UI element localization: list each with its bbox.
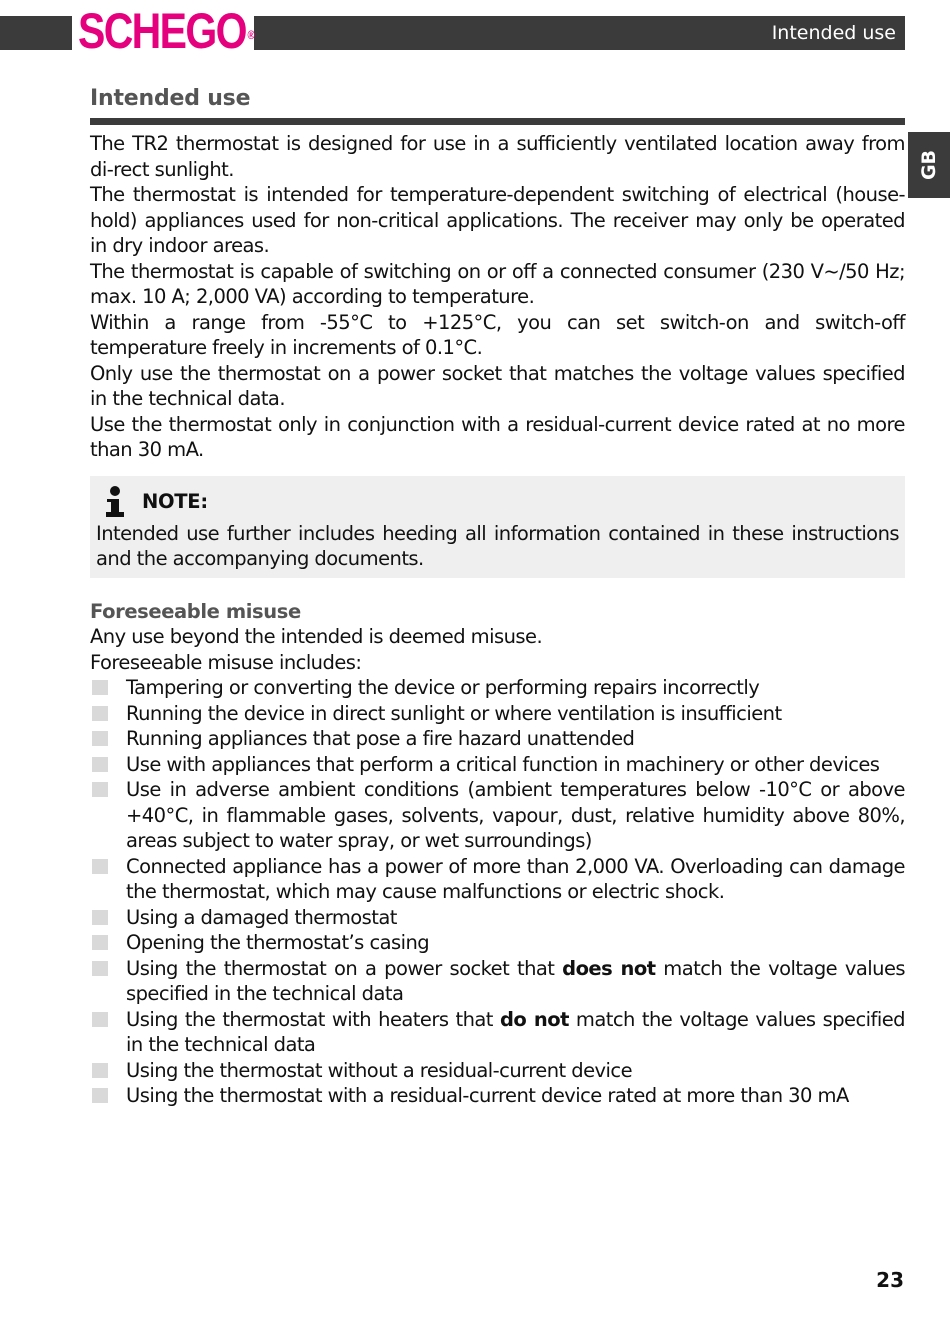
title-rule <box>90 118 905 125</box>
intro-paragraph: The thermostat is capable of switching on or off a connected consumer (230 V~/50 Hz; max. 10 A; 2,000 VA) according to temperature. <box>90 259 905 308</box>
misuse-title: Foreseeable misuse <box>90 599 301 623</box>
note-header <box>96 483 899 521</box>
list-item-text-part: Using the thermostat with heaters that <box>126 1007 500 1031</box>
language-tab-label: GB <box>918 149 940 181</box>
list-item <box>90 752 905 778</box>
list-item-text: Connected appliance has a power of more than 2,000 VA. Overloading can damage the thermostat, which may cause malfunctions or electric shock. <box>126 854 905 903</box>
list-item <box>90 701 905 727</box>
list-item-emphasis: do not <box>499 1007 569 1031</box>
header-section-title: Intended use <box>771 22 896 44</box>
list-item <box>90 1007 905 1058</box>
intro-paragraph: Only use the thermostat on a power socket that matches the voltage values specified in the technical data. <box>90 361 905 410</box>
intro-paragraph: Within a range from -55°C to +125°C, you can set switch-on and switch-off temperature freely in increments of 0.1°C. <box>90 310 905 359</box>
list-item <box>90 777 905 854</box>
list-item-emphasis: does not <box>562 956 656 980</box>
misuse-intro: Foreseeable misuse includes: <box>90 650 362 674</box>
header-bar-left <box>0 16 72 50</box>
bullet-square-icon <box>90 854 126 880</box>
bullet-square-icon <box>90 752 126 778</box>
intro-paragraph: Use the thermostat only in conjunction with a residual-current device rated at no more than 30 mA. <box>90 412 905 461</box>
list-item-text: Running appliances that pose a fire hazard unattended <box>126 727 635 750</box>
list-item <box>90 930 905 956</box>
list-item-text: Running the device in direct sunlight or where ventilation is insufficient <box>126 701 782 725</box>
misuse-list <box>90 675 905 1109</box>
list-item <box>90 675 905 701</box>
list-item-text <box>126 956 905 1007</box>
bullet-square-icon <box>90 905 126 931</box>
bullet-square-icon <box>90 1007 126 1033</box>
list-item <box>90 1058 905 1084</box>
bullet-square-icon <box>90 1083 126 1109</box>
list-item <box>90 956 905 1007</box>
note-box <box>90 476 905 578</box>
page-number: 23 <box>876 1268 904 1292</box>
bullet-square-icon <box>90 675 126 701</box>
list-item-text: Use in adverse ambient conditions (ambient temperatures below -10°C or above +40°C, in flammable gases, solvents, vapour, dust, relative humidity above 80%, areas subject to water spray, or wet surroundings) <box>126 778 905 852</box>
bullet-square-icon <box>90 777 126 803</box>
bullet-square-icon <box>90 956 126 982</box>
misuse-intro: Any use beyond the intended is deemed misuse. <box>90 625 543 648</box>
list-item-text: Tampering or converting the device or performing repairs incorrectly <box>126 676 760 699</box>
list-item-text: Opening the thermostat’s casing <box>126 931 430 954</box>
list-item-text-part: match the voltage values specified in the technical data <box>126 1007 905 1056</box>
main-content <box>90 80 905 1109</box>
list-item <box>90 726 905 752</box>
bullet-square-icon <box>90 726 126 752</box>
info-icon <box>104 485 126 519</box>
intro-paragraphs <box>90 131 905 463</box>
list-item-text-part: Using the thermostat on a power socket that <box>126 956 563 980</box>
list-item-text: Using the thermostat without a residual-current device <box>126 1058 633 1082</box>
intro-paragraph: The TR2 thermostat is designed for use in a sufficiently ventilated location away from di-rect sunlight. <box>90 132 905 181</box>
list-item <box>90 1083 905 1109</box>
list-item <box>90 854 905 905</box>
registered-mark: ® <box>247 28 255 42</box>
list-item <box>90 905 905 931</box>
list-item-text: Use with appliances that perform a critical function in machinery or other devices <box>126 752 880 776</box>
bullet-square-icon <box>90 701 126 727</box>
bullet-square-icon <box>90 1058 126 1084</box>
bullet-square-icon <box>90 930 126 956</box>
note-text: Intended use further includes heeding all information contained in these instructions and the accompanying documents. <box>96 521 899 570</box>
note-label: NOTE: <box>142 490 208 513</box>
brand-name: SCHEGO <box>78 3 246 59</box>
list-item-text <box>126 1007 905 1058</box>
list-item-text: Using a damaged thermostat <box>126 905 397 929</box>
list-item-text: Using the thermostat with a residual-current device rated at more than 30 mA <box>126 1084 849 1107</box>
list-item-text-part: match the voltage values specified in the technical data <box>126 956 905 1005</box>
language-tab <box>908 132 950 198</box>
intro-paragraph: The thermostat is intended for temperature-dependent switching of electrical (house-hold) appliances used for non-critical applications. The receiver may only be operated in dry indoor areas. <box>90 183 905 257</box>
brand-logo <box>78 4 253 58</box>
page-title: Intended use <box>90 86 251 111</box>
